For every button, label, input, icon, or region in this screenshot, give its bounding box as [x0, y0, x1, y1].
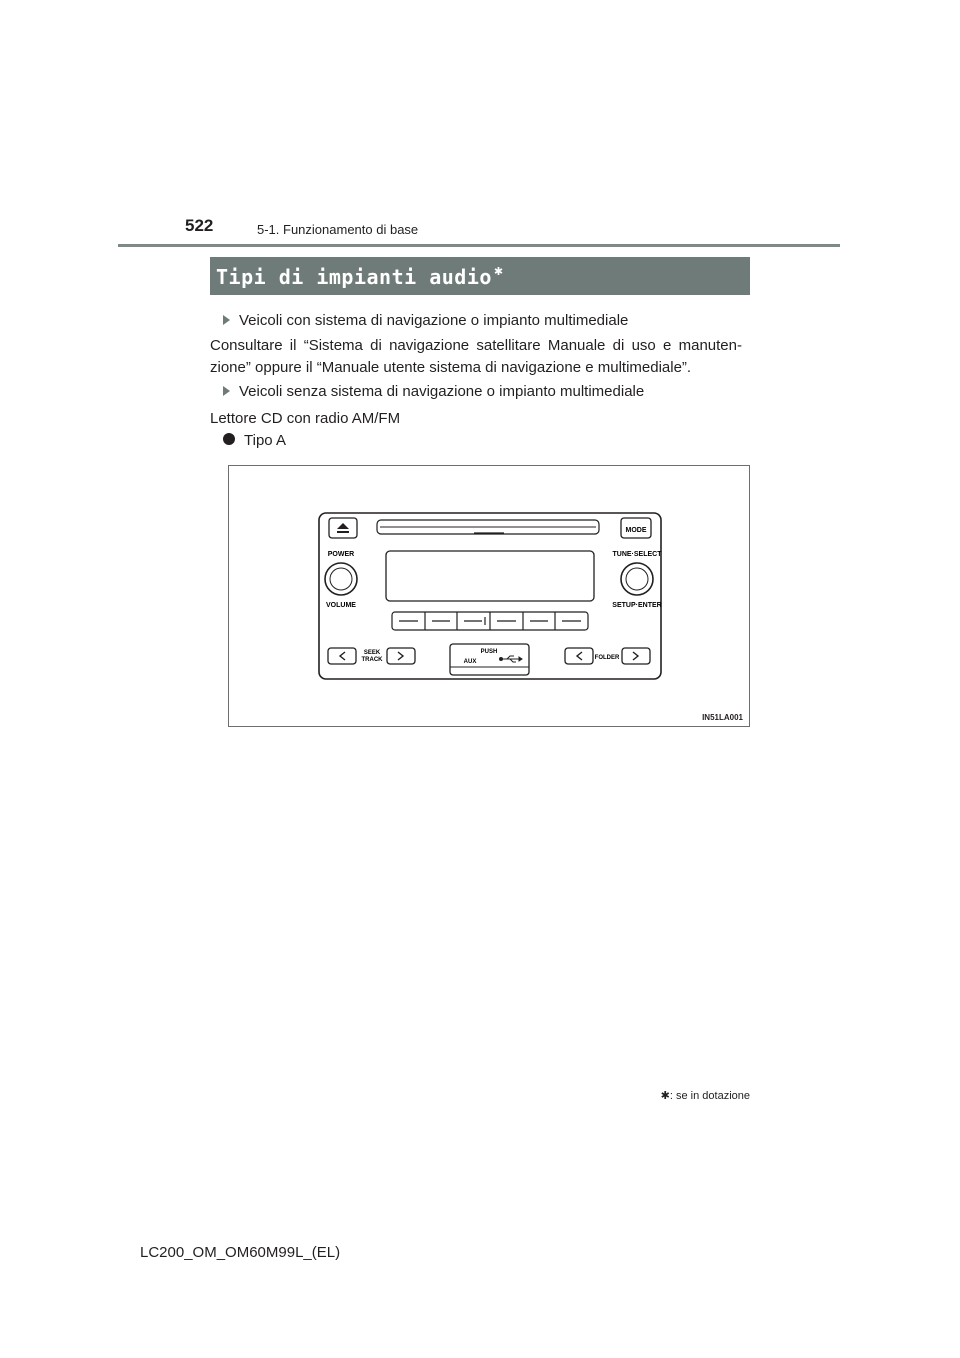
- folder-label: FOLDER: [594, 655, 620, 661]
- folder-prev-button: [565, 648, 593, 664]
- page-number: 522: [185, 216, 214, 235]
- bullet-item-type-a: [223, 430, 286, 452]
- asterisk-icon: ✱: [660, 1090, 670, 1102]
- triangle-bullet-icon: [223, 315, 230, 325]
- bullet-item-label: Tipo A: [244, 432, 286, 449]
- preset-buttons: [392, 612, 588, 630]
- header-divider: [118, 244, 840, 247]
- aux-label: AUX: [463, 659, 477, 665]
- tune-select-label: TUNE·SELECT: [612, 551, 662, 558]
- audio-unit-illustration: [229, 466, 749, 726]
- list-item-label: Veicoli senza sistema di navigazione o impianto multimediale: [239, 383, 645, 400]
- setup-enter-label: SETUP·ENTER: [612, 602, 662, 609]
- power-label: POWER: [327, 551, 355, 558]
- track-label: TRACK: [361, 657, 383, 663]
- list-item-no-navigation: [223, 381, 763, 403]
- banner-title: Tipi di impianti audio: [216, 265, 492, 289]
- mode-label: MODE: [625, 527, 647, 534]
- section-banner: [210, 257, 750, 295]
- footnote: [580, 1089, 750, 1102]
- usb-icon: [500, 656, 523, 662]
- push-label: PUSH: [480, 649, 498, 655]
- audio-unit-figure: [228, 465, 750, 727]
- folder-next-button: [622, 648, 650, 664]
- triangle-bullet-icon: [223, 386, 230, 396]
- seek-label: SEEK: [363, 650, 381, 656]
- section-title: 5-1. Funzionamento di base: [257, 222, 419, 237]
- display-screen: [386, 551, 594, 601]
- footer-code: LC200_OM_OM60M99L_(EL): [140, 1244, 341, 1261]
- body-paragraph: Lettore CD con radio AM/FM: [210, 410, 401, 427]
- figure-code: IN51LA001: [702, 713, 743, 722]
- asterisk-icon: ✱: [493, 266, 504, 278]
- body-paragraph: Consultare il “Sistema di navigazione satellitare Manuale di uso e manuten-zione” oppure il “Manuale utente sistema di navigazione e multimediale”.: [210, 337, 742, 376]
- seek-prev-button: [328, 648, 356, 664]
- bullet-icon: [223, 433, 235, 445]
- eject-icon: [337, 523, 349, 529]
- volume-label: VOLUME: [326, 602, 356, 609]
- list-item-navigation: [223, 310, 763, 332]
- footnote-text: : se in dotazione: [669, 1090, 750, 1102]
- list-item-label: Veicoli con sistema di navigazione o impianto multimediale: [239, 312, 629, 329]
- seek-next-button: [387, 648, 415, 664]
